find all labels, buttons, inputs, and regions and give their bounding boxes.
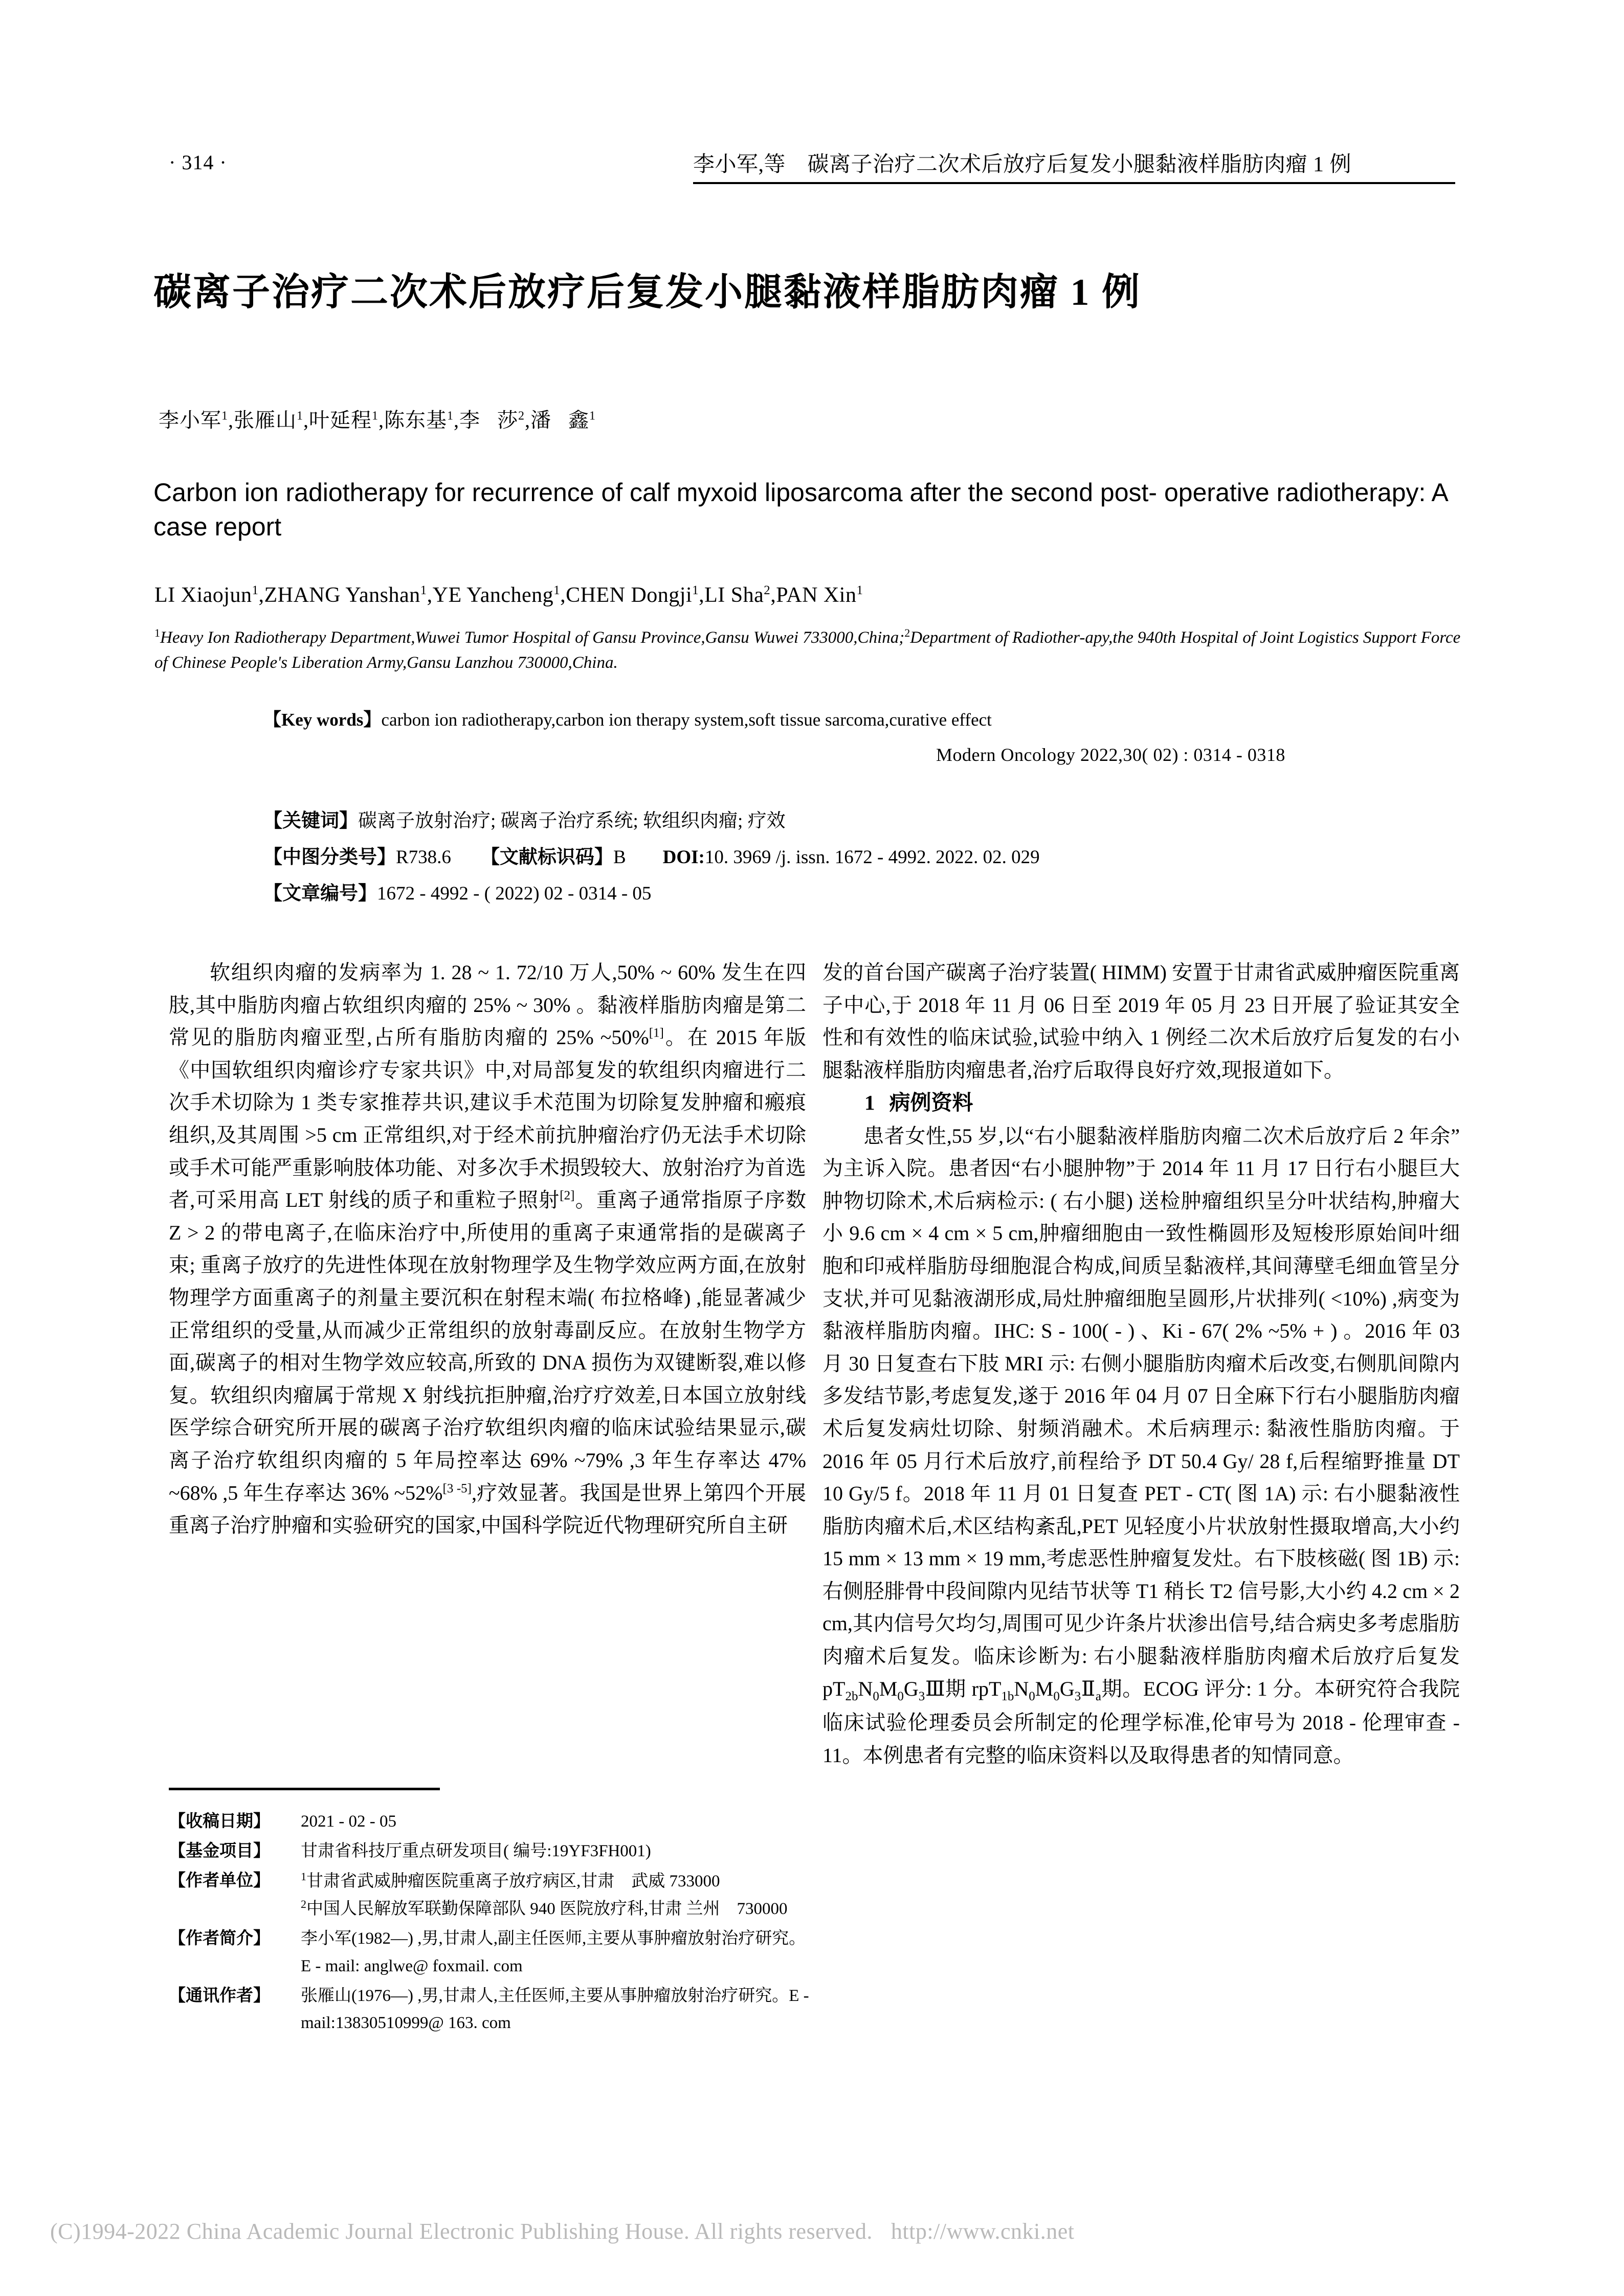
stage-g3: 3 [918, 1689, 925, 1703]
footnote-corresponding [169, 1983, 813, 2038]
footnote-fund [169, 1838, 813, 1865]
doccode-label: 【文献标识码】 [480, 847, 613, 868]
clc-value: R738.6 [396, 847, 451, 868]
stage-n0-2: 0 [1029, 1689, 1035, 1703]
keywords-cn-label: 【关键词】 [263, 811, 358, 831]
footnote-corresponding-value: 张雁山(1976—) ,男,甘肃人,主任医师,主要从事肿瘤放射治疗研究。E - mail:13830510999@ 163. com [301, 1986, 809, 2033]
body-column-left [169, 956, 806, 1542]
keywords-cn-value: 碳离子放射治疗; 碳离子治疗系统; 软组织肉瘤; 疗效 [358, 811, 786, 831]
artno-row [263, 875, 1491, 912]
stage-t2b: 2b [845, 1689, 858, 1703]
article-title-en [153, 476, 1463, 544]
citation-line: Modern Oncology 2022,30( 02) : 0314 - 0318 [936, 745, 1285, 765]
doccode-value: B [613, 847, 626, 868]
affiliations: $^1$Heavy Ion Radiotherapy Department,Wuwei Tumor Hospital of Gansu Province,Gansu Wuwei 733000,China;$^2$Department of Radiother-apy,the 940th Hospital of Joint Logistics Support Force of Chinese People's Liberation Army,Gansu Lanzhou 730000,China. [154, 626, 1461, 672]
authors-cn-text: 李小军$^1$,张雁山$^1$,叶延程$^1$,陈东基$^1$,李 莎$^2$,潘 鑫$^1$ [159, 409, 596, 432]
clc-row [263, 839, 1491, 875]
stage-g3-2: 3 [1074, 1689, 1081, 1703]
intro-part-b: 。在 2015 年版《中国软组织肉瘤诊疗专家共识》中,对局部复发的软组织肉瘤进行二次手术切除为 1 类专家推荐共识,建议手术范围为切除复发肿瘤和瘢痕组织,及其周围 >5 cm 正常组织,对于经术前抗肿瘤治疗仍无法手术切除或手术可能严重影响肢体功能、对多次手术损毁较大、放射治疗为首选者,可采用高 LET 射线的质子和重粒子照射 [169, 1026, 807, 1212]
artno-label: 【文章编号】 [263, 883, 377, 905]
footnote-affiliation-1: $^1$甘肃省武威肿瘤医院重离子放疗病区,甘肃 武威 733000 [301, 1870, 720, 1890]
footnote-affiliation-value [301, 1867, 813, 1924]
affiliation-1: Heavy Ion Radiotherapy Department,Wuwei Tumor Hospital of Gansu Province,Gansu Wuwei 733000,China; [160, 628, 905, 647]
reference-3-5: [3 -5] [442, 1481, 472, 1496]
stage-m0-2: 0 [1053, 1689, 1060, 1703]
footnote-received-value: 2021 - 02 - 05 [301, 1812, 396, 1831]
stage-t1b: 1b [1001, 1689, 1014, 1703]
keywords-en [263, 706, 1491, 731]
keywords-cn-row [263, 803, 1491, 839]
stage-m0: 0 [897, 1689, 904, 1703]
body-column-right [822, 956, 1460, 1772]
stage-n: N [858, 1677, 873, 1700]
paragraph-case-report [822, 1120, 1460, 1772]
stage-n-2: N [1014, 1677, 1029, 1700]
footnote-bio [169, 1925, 813, 1980]
stage-n0: 0 [873, 1689, 879, 1703]
stage-m: M [879, 1677, 898, 1700]
artno-value: 1672 - 4992 - ( 2022) 02 - 0314 - 05 [377, 883, 652, 905]
footnote-divider [169, 1788, 440, 1790]
keywords-en-label: 【Key words】 [263, 710, 382, 730]
doi-label: DOI: [662, 847, 705, 868]
intro-part-c: 。重离子通常指原子序数 Z > 2 的带电离子,在临床治疗中,所使用的重离子束通常指的是碳离子束; 重离子放疗的先进性体现在放射物理学及生物学效应两方面,在放射物理学方面重离子的剂量主要沉积在射程末端( 布拉格峰) ,能显著减少正常组织的受量,从而减少正常组织的放射毒副反应。在放射生物学方面,碳离子的相对生物学效应较高,所致的 DNA 损伤为双键断裂,难以修复。软组织肉瘤属于常规 X 射线抗拒肿瘤,治疗疗效差,日本国立放射线医学综合研究所开展的碳离子治疗软组织肉瘤的临床试验结果显示,碳离子治疗软组织肉瘤的 5 年局控率达 69% ~79% ,3 年生存率达 47% ~68% ,5 年生存率达 36% ~52% [169, 1188, 807, 1504]
keywords-en-value: carbon ion radiotherapy,carbon ion therapy system,soft tissue sarcoma,curative effect [381, 710, 992, 730]
section-number: 1 [864, 1091, 875, 1115]
authors-en: LI Xiaojun$^1$,ZHANG Yanshan$^1$,YE Yancheng$^1$,CHEN Dongji$^1$,LI Sha$^2$,PAN Xin$^1$ [154, 583, 863, 607]
cnki-footer [50, 2218, 1574, 2244]
stage-subscript-a: a [1095, 1689, 1101, 1703]
footnote-affiliation-label: 【作者单位】 [169, 1871, 270, 1890]
stage-roman-2: Ⅱ [1081, 1677, 1096, 1700]
footnote-received-label: 【收稿日期】 [169, 1812, 270, 1831]
running-head [0, 149, 1624, 183]
section-title: 病例资料 [889, 1091, 973, 1115]
metadata-cn [263, 803, 1491, 912]
running-head-text: 李小军,等 碳离子治疗二次术后放疗后复发小腿黏液样脂肪肉瘤 1 例 [693, 147, 1455, 184]
footnote-block [169, 1808, 813, 2039]
affiliation-2: Department of Radiother-apy,the 940th Hospital of Joint Logistics Support Force of Chinese People's Liberation Army,Gansu Lanzhou 730000,China. [154, 628, 1461, 672]
footnote-affiliation [169, 1867, 813, 1924]
authors-cn [159, 404, 1488, 433]
case-part-b: 期。ECOG 评分: 1 分。本研究符合我院临床试验伦理委员会所制定的伦理学标准,伦审号为 2018 - 伦理审查 - 11。本例患者有完整的临床资料以及取得患者的知情同意。 [822, 1677, 1460, 1767]
case-part-mid: 期 rpT [945, 1677, 1002, 1700]
footnote-bio-label: 【作者简介】 [169, 1929, 270, 1948]
article-title-cn: 碳离子治疗二次术后放疗后复发小腿黏液样脂肪肉瘤 1 例 [153, 272, 1141, 313]
cnki-url[interactable]: http://www.cnki.net [891, 2219, 1075, 2244]
intro-part-d: ,疗效显著。我国是世界上第四个开展重离子治疗肿瘤和实验研究的国家,中国科学院近代物理研究所自主研 [169, 1481, 806, 1537]
paragraph-intro-continued: 发的首台国产碳离子治疗装置( HIMM) 安置于甘肃省武威肿瘤医院重离子中心,于 2018 年 11 月 06 日至 2019 年 05 月 23 日开展了验证其安全性和有效性的临床试验,试验中纳入 1 例经二次术后放疗后复发的右小腿黏液样脂肪肉瘤患者,治疗后取得良好疗效,现报道如下。 [822, 961, 1460, 1082]
section-heading-1 [822, 1086, 1460, 1119]
footnote-corresponding-label: 【通讯作者】 [169, 1986, 270, 2005]
footnote-affiliation-1-text: 甘肃省武威肿瘤医院重离子放疗病区,甘肃 武威 733000 [306, 1872, 720, 1890]
stage-m-2: M [1035, 1677, 1054, 1700]
case-part-a: 患者女性,55 岁,以“右小腿黏液样脂肪肉瘤二次术后放疗后 2 年余”为主诉入院。患者因“右小腿肿物”于 2014 年 11 月 17 日行右小腿巨大肿物切除术,术后病检示: ( 右小腿) 送检肿瘤组织呈分叶状结构,肿瘤大小 9.6 cm × 4 cm × 5 cm,肿瘤细胞由一致性椭圆形及短梭形原始间叶细胞和印戒样脂肪母细胞混合构成,间质呈黏液样,其间薄壁毛细血管呈分支状,并可见黏液湖形成,局灶肿瘤细胞呈圆形,片状排列( <10%) ,病变为 黏液样脂肪肉瘤。IHC: S - 100( - ) 、Ki - 67( 2% ~5% + ) 。2016 年 03 月 30 日复查右下肢 MRI 示: 右侧小腿脂肪肉瘤术后改变,右侧肌间隙内多发结节影,考虑复发,遂于 2016 年 04 月 07 日全麻下行右小腿脂肪肉瘤术后复发病灶切除、射频消融术。术后病理示: 黏液性脂肪肉瘤。于 2016 年 05 月行术后放疗,前程给予 DT 50.4 Gy/ 28 f,后程缩野推量 DT 10 Gy/5 f。2018 年 11 月 01 日复查 PET - CT( 图 1A) 示: 右小腿黏液性脂肪肉瘤术后,术区结构紊乱,PET 见轻度小片状放射性摄取增高,大小约 15 mm × 13 mm × 19 mm,考虑恶性肿瘤复发灶。右下肢核磁( 图 1B) 示: 右侧胫腓骨中段间隙内见结节状等 T1 稍长 T2 信号影,大小约 4.2 cm × 2 cm,其内信号欠均匀,周围可见少许条片状渗出信号,结合病史多考虑脂肪肉瘤术后复发。临床诊断为: 右小腿黏液样脂肪肉瘤术后放疗后复发 pT [822, 1124, 1460, 1700]
footnote-received [169, 1808, 813, 1836]
article-title-en-line1: Carbon ion radiotherapy for recurrence of calf myxoid liposarcoma after the second post- [153, 478, 1158, 507]
footnote-fund-label: 【基金项目】 [169, 1841, 270, 1860]
reference-1: [1] [649, 1026, 664, 1040]
intro-part-a: 软组织肉瘤的发病率为 1. 28 ~ 1. 72/10 万人,50% ~ 60% 发生在四肢,其中脂肪肉瘤占软组织肉瘤的 25% ~ 30% 。黏液样脂肪肉瘤是第二常见的脂肪肉瘤亚型,占所有脂肪肉瘤的 25% ~50% [169, 961, 806, 1049]
stage-g: G [903, 1677, 919, 1700]
footnote-fund-value: 甘肃省科技厅重点研发项目( 编号:19YF3FH001) [301, 1841, 651, 1860]
paragraph-intro [169, 956, 806, 1542]
article-title-en-line2: operative radiotherapy: A case report [153, 478, 1448, 541]
stage-g-2: G [1059, 1677, 1075, 1700]
doi-value: 10. 3969 /j. issn. 1672 - 4992. 2022. 02. 029 [704, 847, 1040, 868]
stage-roman-3: Ⅲ [925, 1677, 946, 1700]
cnki-copyright: (C)1994-2022 China Academic Journal Electronic Publishing House. All rights reserved. [50, 2219, 873, 2244]
page-folio: · 314 · [169, 151, 227, 174]
reference-2: [2] [560, 1188, 575, 1203]
clc-label: 【中图分类号】 [263, 847, 396, 868]
footnote-affiliation-2-text: 中国人民解放军联勤保障部队 940 医院放疗科,甘肃 兰州 730000 [306, 1900, 788, 1919]
footnote-affiliation-2: $^2$中国人民解放军联勤保障部队 940 医院放疗科,甘肃 兰州 730000 [301, 1898, 788, 1919]
footnote-bio-value: 李小军(1982—) ,男,甘肃人,副主任医师,主要从事肿瘤放射治疗研究。E - mail: anglwe@ foxmail. com [301, 1929, 806, 1975]
